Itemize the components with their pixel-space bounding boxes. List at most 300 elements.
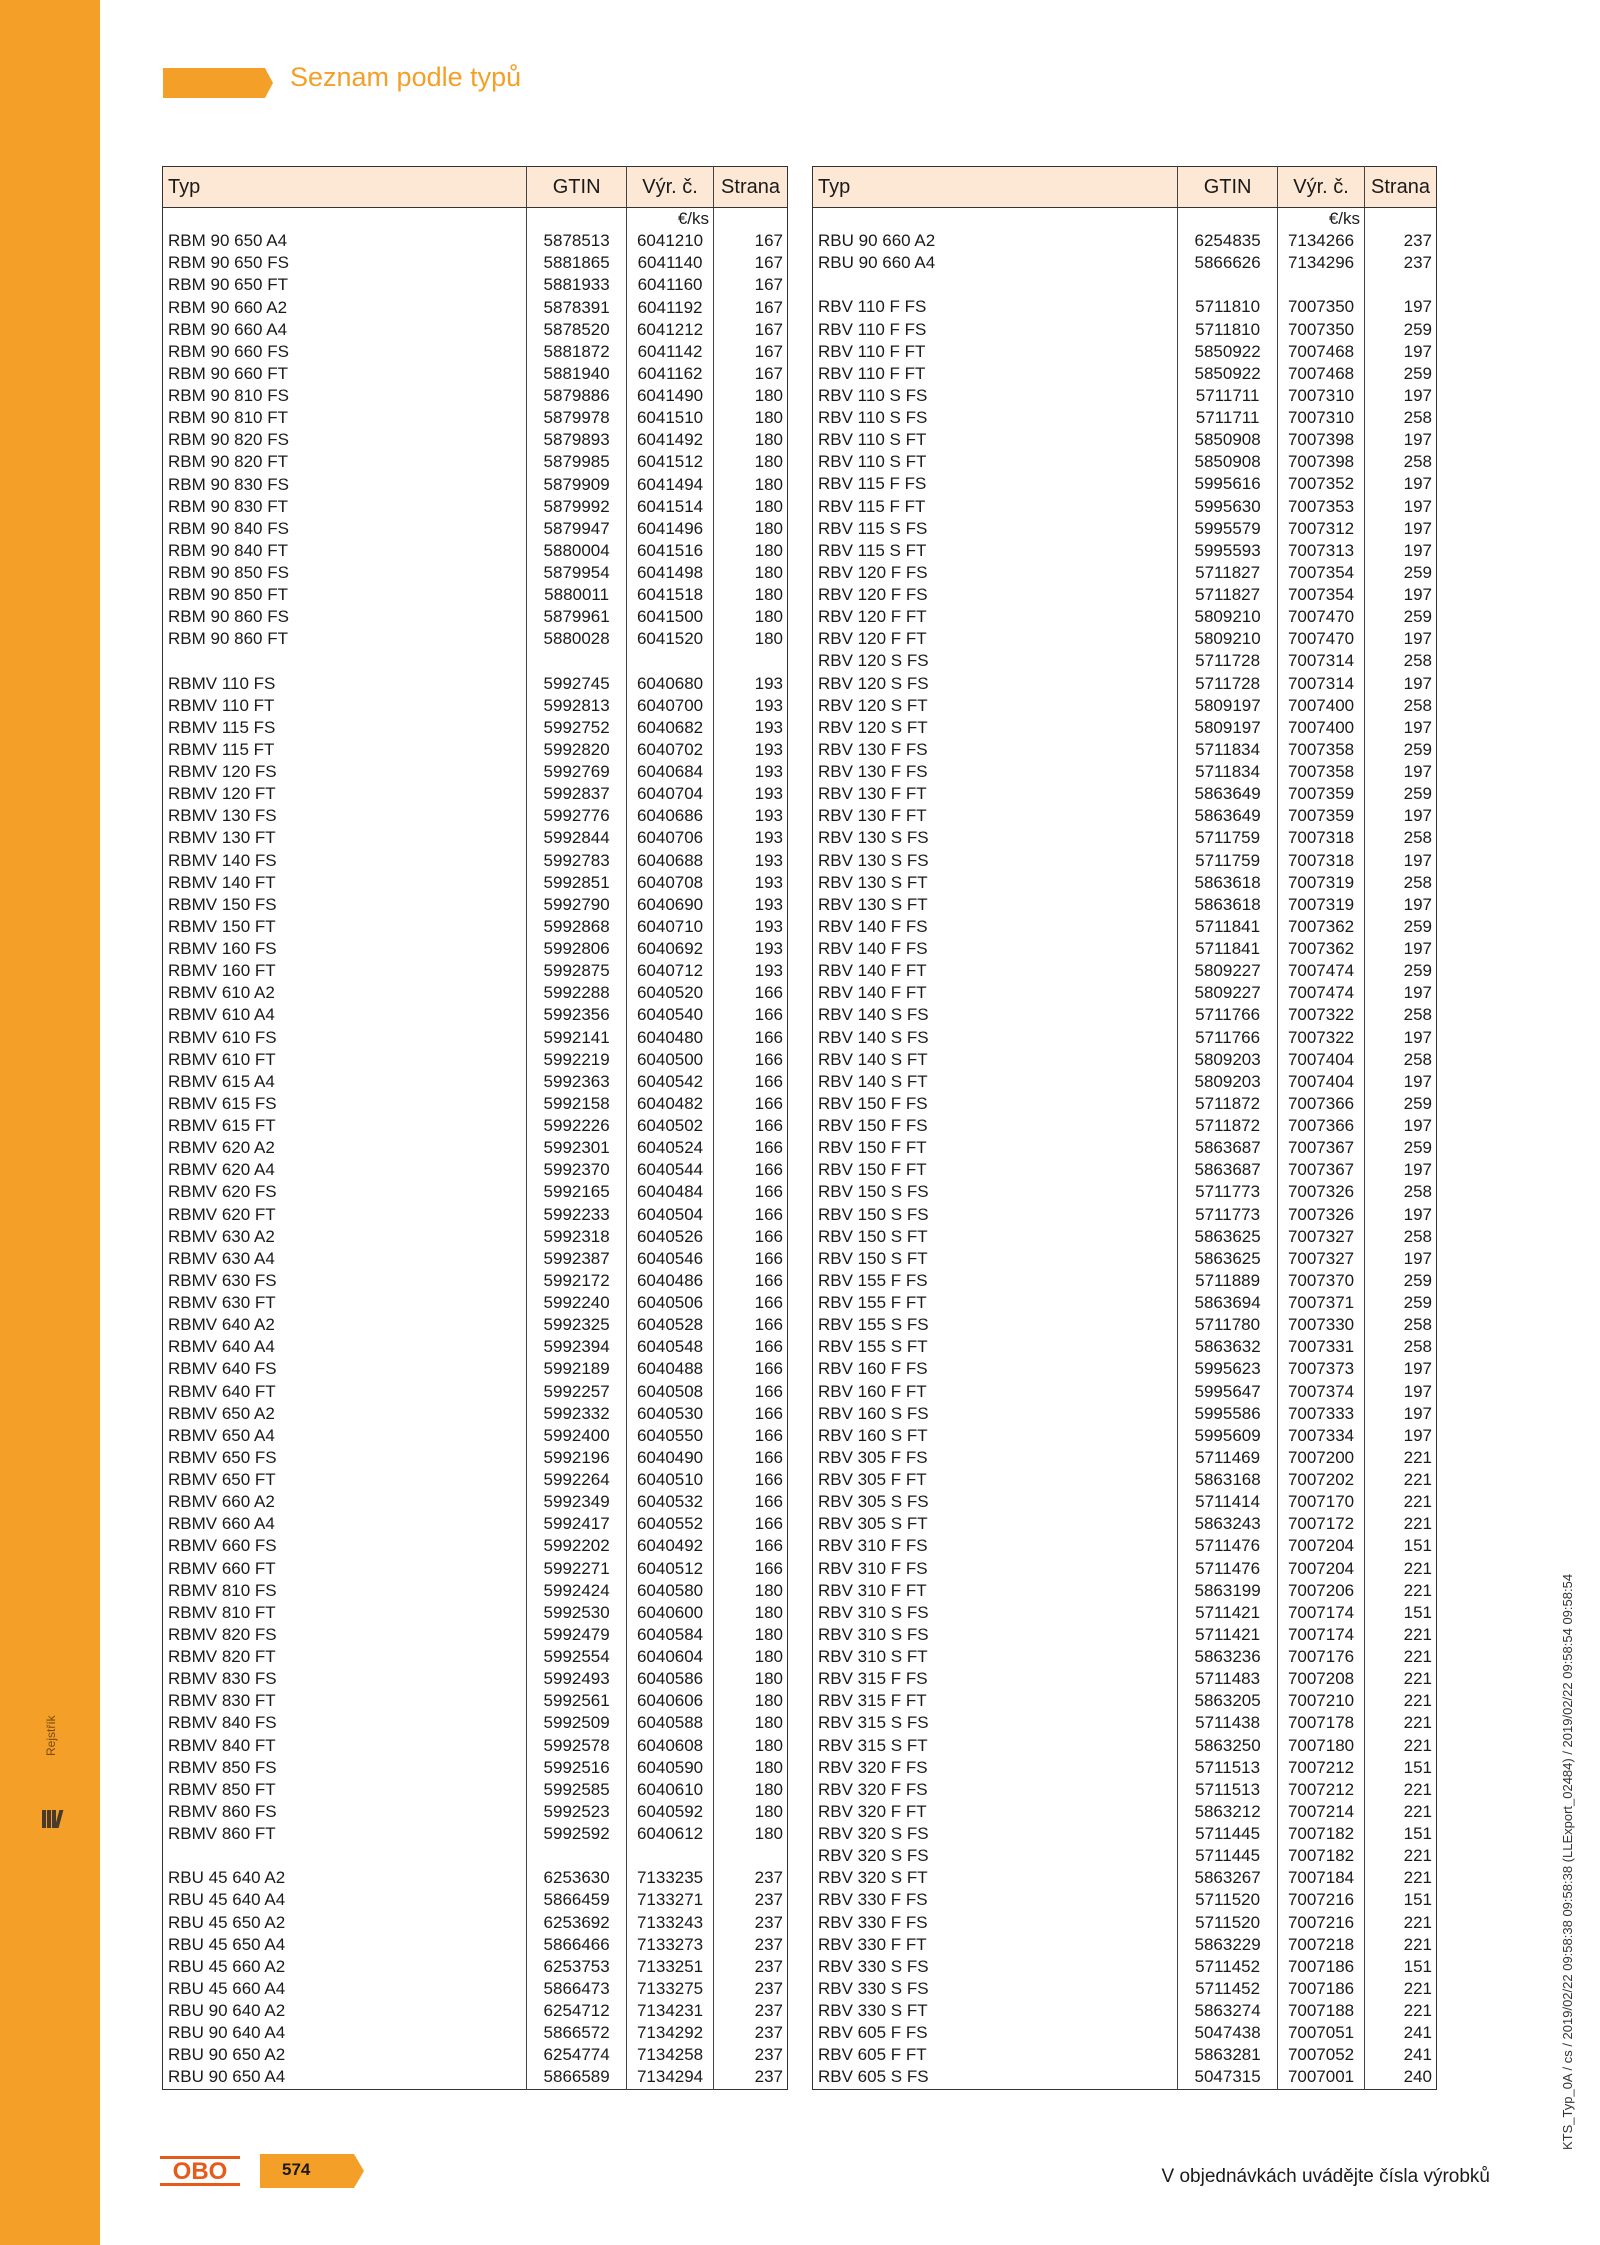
cell-vyr: 7007214 (1278, 1801, 1365, 1823)
cell-vyr: 6041162 (627, 363, 714, 385)
table-row (163, 1226, 788, 1248)
cell-gtin: 5711872 (1178, 1093, 1278, 1115)
cell-typ: RBMV 840 FS (168, 1713, 277, 1733)
cell-vyr: 7007470 (1278, 628, 1365, 650)
cell-vyr: 7007184 (1278, 1867, 1365, 1889)
table-row (813, 1358, 1437, 1380)
cell-strana (714, 651, 788, 673)
cell-vyr: 6041142 (627, 341, 714, 363)
cell-strana: 259 (1365, 319, 1437, 341)
table-row (163, 1757, 788, 1779)
table-row (163, 407, 788, 429)
cell-strana: 166 (714, 1447, 788, 1469)
cell-strana: 166 (714, 1336, 788, 1358)
cell-strana: 259 (1365, 916, 1437, 938)
cell-typ: RBV 315 S FT (818, 1735, 928, 1755)
table-row (163, 1204, 788, 1226)
cell-gtin: 5879985 (527, 451, 627, 473)
cell-typ: RBV 110 F FT (818, 363, 926, 383)
cell-strana: 221 (1365, 1513, 1437, 1535)
cell-typ: RBV 150 F FS (818, 1116, 928, 1136)
cell-typ: RBMV 630 A4 (168, 1248, 275, 1268)
cell-gtin: 5711513 (1178, 1779, 1278, 1801)
table-row (163, 274, 788, 296)
table-row (813, 1602, 1437, 1624)
cell-strana: 197 (1365, 850, 1437, 872)
cell-vyr: 7007327 (1278, 1248, 1365, 1270)
table-row (813, 1580, 1437, 1602)
cell-vyr: 6041514 (627, 496, 714, 518)
cell-typ: RBV 320 S FT (818, 1868, 928, 1888)
cell-vyr: 6040692 (627, 938, 714, 960)
col-header-typ: Typ (163, 167, 527, 208)
cell-gtin: 5863236 (1178, 1646, 1278, 1668)
table-row (813, 916, 1437, 938)
cell-gtin: 5711766 (1178, 1004, 1278, 1026)
cell-vyr: 7007352 (1278, 473, 1365, 495)
cell-strana: 237 (714, 1934, 788, 1956)
cell-typ: RBV 115 S FS (818, 518, 928, 538)
cell-gtin: 5992394 (527, 1336, 627, 1358)
cell-vyr: 7007176 (1278, 1646, 1365, 1668)
cell-vyr: 7007470 (1278, 606, 1365, 628)
cell-strana: 180 (714, 1668, 788, 1690)
side-bar (0, 0, 100, 2245)
table-row (163, 1358, 788, 1380)
cell-vyr: 7007474 (1278, 982, 1365, 1004)
cell-typ: RBV 315 S FS (818, 1713, 929, 1733)
cell-typ: RBV 115 F FT (818, 496, 926, 516)
cell-typ: RBMV 620 FS (168, 1182, 277, 1202)
cell-vyr: 7007186 (1278, 1956, 1365, 1978)
table-row (813, 1690, 1437, 1712)
table-row (163, 2044, 788, 2066)
cell-strana: 166 (714, 1491, 788, 1513)
cell-gtin: 5047438 (1178, 2022, 1278, 2044)
cell-typ: RBV 140 S FT (818, 1071, 928, 1091)
table-row (163, 1978, 788, 2000)
cell-vyr: 7134258 (627, 2044, 714, 2066)
cell-gtin: 5866589 (527, 2066, 627, 2089)
cell-vyr: 6040608 (627, 1735, 714, 1757)
cell-vyr: 6040542 (627, 1071, 714, 1093)
cell-strana: 221 (1365, 1668, 1437, 1690)
cell-gtin: 5863625 (1178, 1226, 1278, 1248)
cell-gtin: 5995609 (1178, 1425, 1278, 1447)
cell-vyr: 6040510 (627, 1469, 714, 1491)
cell-strana: 197 (1365, 584, 1437, 606)
cell-gtin: 5711889 (1178, 1270, 1278, 1292)
cell-typ: RBMV 115 FS (168, 717, 276, 737)
cell-strana: 167 (714, 274, 788, 296)
cell-gtin: 5809227 (1178, 982, 1278, 1004)
cell-gtin: 5809227 (1178, 960, 1278, 982)
cell-strana: 166 (714, 1004, 788, 1026)
cell-vyr: 7007371 (1278, 1292, 1365, 1314)
table-row (163, 252, 788, 274)
cell-typ: RBM 90 840 FT (168, 540, 288, 560)
table-row (813, 1823, 1437, 1845)
cell-vyr: 7007174 (1278, 1602, 1365, 1624)
cell-typ: RBV 130 S FS (818, 828, 929, 848)
cell-typ: RBM 90 860 FS (168, 607, 289, 627)
cell-strana: 237 (714, 2044, 788, 2066)
cell-typ: RBMV 160 FS (168, 939, 277, 959)
page-title: Seznam podle typů (290, 62, 522, 92)
table-row (813, 717, 1437, 739)
table-row (813, 584, 1437, 606)
cell-strana: 151 (1365, 1535, 1437, 1557)
cell-strana: 221 (1365, 1447, 1437, 1469)
cell-gtin: 5992196 (527, 1447, 627, 1469)
cell-strana: 197 (1365, 1358, 1437, 1380)
cell-strana: 237 (714, 2022, 788, 2044)
table-row (163, 606, 788, 628)
cell-gtin: 5809210 (1178, 628, 1278, 650)
cell-strana: 193 (714, 805, 788, 827)
table-body (813, 208, 1437, 2090)
cell-gtin: 5711773 (1178, 1181, 1278, 1203)
col-header-typ: Typ (813, 167, 1178, 208)
cell-vyr: 7007178 (1278, 1712, 1365, 1734)
cell-vyr: 7007359 (1278, 805, 1365, 827)
cell-typ: RBV 150 S FT (818, 1226, 928, 1246)
cell-typ: RBV 130 F FT (818, 784, 927, 804)
cell-strana: 237 (714, 1912, 788, 1934)
table-row (813, 1978, 1437, 2000)
cell-gtin: 5879954 (527, 562, 627, 584)
cell-strana: 258 (1365, 451, 1437, 473)
cell-typ: RBV 320 F FS (818, 1779, 928, 1799)
cell-typ: RBMV 820 FS (168, 1624, 277, 1644)
table-row (163, 1668, 788, 1690)
cell-vyr: 7007367 (1278, 1159, 1365, 1181)
cell-typ: RBV 120 F FS (818, 585, 928, 605)
cell-gtin (527, 651, 627, 673)
cell-strana: 180 (714, 1690, 788, 1712)
cell-gtin: 5863694 (1178, 1292, 1278, 1314)
cell-gtin: 5992769 (527, 761, 627, 783)
cell-gtin: 5878391 (527, 297, 627, 319)
cell-strana: 221 (1365, 1779, 1437, 1801)
table-row (813, 473, 1437, 495)
cell-gtin: 5995630 (1178, 496, 1278, 518)
unit-label: €/ks (1278, 208, 1365, 231)
cell-typ: RBMV 630 FT (168, 1293, 276, 1313)
table-row (813, 252, 1437, 274)
table-row (163, 1624, 788, 1646)
cell-strana: 221 (1365, 1646, 1437, 1668)
cell-vyr: 6040592 (627, 1801, 714, 1823)
cell-vyr: 7007218 (1278, 1934, 1365, 1956)
cell-typ: RBV 140 F FT (818, 983, 927, 1003)
cell-vyr: 7007350 (1278, 296, 1365, 318)
cell-gtin: 5992479 (527, 1624, 627, 1646)
cell-vyr: 7007051 (1278, 2022, 1365, 2044)
cell-strana: 197 (1365, 673, 1437, 695)
table-row (163, 1027, 788, 1049)
cell-gtin: 5850908 (1178, 451, 1278, 473)
table-row (163, 1956, 788, 1978)
cell-typ: RBV 605 S FS (818, 2067, 929, 2087)
cell-typ: RBMV 830 FS (168, 1669, 277, 1689)
cell-typ: RBU 45 650 A2 (168, 1912, 286, 1932)
table-row (163, 1248, 788, 1270)
cell-typ: RBV 150 S FT (818, 1248, 928, 1268)
cell-gtin: 5992363 (527, 1071, 627, 1093)
cell-strana: 180 (714, 496, 788, 518)
table-row (163, 1735, 788, 1757)
cell-gtin: 5711827 (1178, 562, 1278, 584)
cell-vyr: 6041492 (627, 429, 714, 451)
cell-strana: 151 (1365, 1889, 1437, 1911)
cell-typ: RBMV 660 A2 (168, 1492, 275, 1512)
cell-typ: RBMV 640 A4 (168, 1337, 275, 1357)
table-row (163, 1004, 788, 1026)
cell-gtin: 5992851 (527, 872, 627, 894)
table-row (813, 783, 1437, 805)
cell-strana: 180 (714, 1801, 788, 1823)
cell-gtin: 5711520 (1178, 1889, 1278, 1911)
cell-vyr: 7007172 (1278, 1513, 1365, 1535)
cell-gtin: 5992202 (527, 1535, 627, 1557)
cell-typ: RBV 605 F FS (818, 2023, 928, 2043)
cell-typ: RBV 140 F FT (818, 961, 927, 981)
cell-strana: 221 (1365, 1580, 1437, 1602)
cell-gtin: 5711421 (1178, 1602, 1278, 1624)
page-number: 574 (282, 2160, 311, 2179)
table-row (813, 296, 1437, 318)
cell-typ: RBV 110 S FT (818, 430, 927, 450)
cell-vyr: 6041520 (627, 628, 714, 650)
cell-gtin: 5992813 (527, 695, 627, 717)
cell-strana: 166 (714, 1535, 788, 1557)
cell-vyr: 7007404 (1278, 1049, 1365, 1071)
cell-strana: 166 (714, 1403, 788, 1425)
table-row (163, 628, 788, 650)
cell-vyr: 7134292 (627, 2022, 714, 2044)
table-row (813, 1336, 1437, 1358)
cell-gtin: 5992530 (527, 1602, 627, 1624)
cell-strana: 241 (1365, 2022, 1437, 2044)
cell-strana: 259 (1365, 363, 1437, 385)
cell-typ: RBU 45 660 A2 (168, 1956, 286, 1976)
cell-vyr: 6041490 (627, 385, 714, 407)
col-header-vyr: Výr. č. (627, 167, 714, 208)
table-row (813, 1934, 1437, 1956)
table-row (163, 2000, 788, 2022)
cell-vyr: 7007318 (1278, 827, 1365, 849)
cell-strana (1365, 274, 1437, 296)
cell-gtin: 5992820 (527, 739, 627, 761)
cell-strana: 197 (1365, 982, 1437, 1004)
cell-gtin: 5992264 (527, 1469, 627, 1491)
cell-typ: RBM 90 860 FT (168, 629, 288, 649)
cell-vyr: 6041140 (627, 252, 714, 274)
cell-strana: 193 (714, 894, 788, 916)
cell-typ: RBV 120 F FS (818, 562, 928, 582)
cell-strana: 258 (1365, 650, 1437, 672)
table-row (813, 1447, 1437, 1469)
cell-strana: 166 (714, 1115, 788, 1137)
cell-gtin: 6254835 (1178, 230, 1278, 252)
side-index-label: Rejstřík (44, 1715, 58, 1756)
cell-gtin: 5711810 (1178, 296, 1278, 318)
cell-typ: RBMV 610 A4 (168, 1005, 275, 1025)
cell-strana: 180 (714, 1580, 788, 1602)
cell-strana: 193 (714, 916, 788, 938)
cell-vyr: 6041516 (627, 540, 714, 562)
cell-typ: RBMV 810 FT (168, 1602, 276, 1622)
cell-typ: RBV 310 S FS (818, 1624, 929, 1644)
cell-typ: RBMV 150 FT (168, 916, 276, 936)
cell-strana: 166 (714, 1513, 788, 1535)
cell-typ: RBU 90 640 A4 (168, 2023, 286, 2043)
table-row (813, 850, 1437, 872)
cell-gtin: 5711445 (1178, 1845, 1278, 1867)
cell-vyr: 6041496 (627, 518, 714, 540)
cell-strana: 193 (714, 717, 788, 739)
cell-strana: 240 (1365, 2066, 1437, 2089)
cell-strana: 237 (714, 1956, 788, 1978)
cell-typ: RBMV 615 FT (168, 1116, 276, 1136)
table-body (163, 208, 788, 2090)
table-row (163, 518, 788, 540)
cell-gtin: 5880028 (527, 628, 627, 650)
cell-typ: RBV 160 S FT (818, 1425, 928, 1445)
cell-vyr: 7133243 (627, 1912, 714, 1934)
table-row (163, 1469, 788, 1491)
cell-vyr: 6040508 (627, 1381, 714, 1403)
table-row (813, 628, 1437, 650)
cell-vyr: 6040500 (627, 1049, 714, 1071)
table-row (813, 1270, 1437, 1292)
cell-vyr: 7007182 (1278, 1823, 1365, 1845)
index-books-icon (42, 1810, 64, 1828)
cell-gtin: 5809210 (1178, 606, 1278, 628)
table-row (163, 739, 788, 761)
cell-gtin: 5880011 (527, 584, 627, 606)
cell-typ: RBMV 660 A4 (168, 1514, 275, 1534)
table-row (163, 1801, 788, 1823)
cell-vyr: 6041510 (627, 407, 714, 429)
cell-gtin: 5992523 (527, 1801, 627, 1823)
table-row (813, 1867, 1437, 1889)
table-row (163, 673, 788, 695)
cell-strana: 167 (714, 252, 788, 274)
cell-strana: 180 (714, 518, 788, 540)
cell-typ: RBV 110 F FS (818, 319, 927, 339)
table-row (163, 540, 788, 562)
table-row (163, 1270, 788, 1292)
cell-strana: 166 (714, 1027, 788, 1049)
cell-typ: RBV 310 S FS (818, 1602, 929, 1622)
table-row (813, 451, 1437, 473)
cell-gtin: 5881940 (527, 363, 627, 385)
cell-gtin: 5711810 (1178, 319, 1278, 341)
type-table-left (162, 166, 788, 2090)
cell-typ: RBM 90 820 FT (168, 452, 288, 472)
cell-vyr: 7133271 (627, 1889, 714, 1911)
cell-typ: RBV 120 F FT (818, 607, 927, 627)
cell-typ (813, 274, 1178, 296)
table-row (163, 651, 788, 673)
cell-vyr: 6040684 (627, 761, 714, 783)
cell-vyr: 7007180 (1278, 1735, 1365, 1757)
cell-typ: RBMV 110 FS (168, 673, 276, 693)
cell-typ: RBMV 615 A4 (168, 1071, 275, 1091)
cell-strana: 166 (714, 1425, 788, 1447)
cell-vyr: 6040690 (627, 894, 714, 916)
table-row (163, 1425, 788, 1447)
cell-vyr: 6040700 (627, 695, 714, 717)
cell-gtin: 5711438 (1178, 1712, 1278, 1734)
cell-vyr: 6041498 (627, 562, 714, 584)
cell-vyr: 7134231 (627, 2000, 714, 2022)
table-row (813, 1469, 1437, 1491)
table-row (813, 1912, 1437, 1934)
cell-typ: RBM 90 650 A4 (168, 231, 288, 251)
cell-typ: RBV 120 F FT (818, 629, 927, 649)
cell-typ: RBU 90 640 A2 (168, 2001, 286, 2021)
table-row (163, 319, 788, 341)
table-row (813, 761, 1437, 783)
table-row (813, 1956, 1437, 1978)
cell-vyr: 7007202 (1278, 1469, 1365, 1491)
cell-gtin: 5879992 (527, 496, 627, 518)
cell-strana: 221 (1365, 1491, 1437, 1513)
cell-strana: 197 (1365, 938, 1437, 960)
cell-typ: RBU 45 640 A4 (168, 1890, 286, 1910)
cell-gtin: 5711445 (1178, 1823, 1278, 1845)
unit-row (813, 208, 1437, 231)
cell-gtin: 5992226 (527, 1115, 627, 1137)
table-row (813, 739, 1437, 761)
table-row (163, 1115, 788, 1137)
cell-gtin: 5992561 (527, 1690, 627, 1712)
cell-vyr: 6041160 (627, 274, 714, 296)
cell-gtin: 5879886 (527, 385, 627, 407)
cell-gtin (527, 1845, 627, 1867)
table-row (163, 1071, 788, 1093)
cell-strana: 193 (714, 761, 788, 783)
unit-row (163, 208, 788, 231)
cell-strana: 180 (714, 1735, 788, 1757)
cell-gtin: 5809197 (1178, 695, 1278, 717)
cell-typ: RBV 155 F FS (818, 1270, 928, 1290)
cell-gtin: 5711513 (1178, 1757, 1278, 1779)
cell-vyr: 6040488 (627, 1358, 714, 1380)
cell-strana: 258 (1365, 872, 1437, 894)
table-header-row (163, 167, 788, 208)
cell-gtin: 5992745 (527, 673, 627, 695)
table-row (163, 1845, 788, 1867)
cell-typ: RBV 310 S FT (818, 1647, 928, 1667)
cell-typ: RBM 90 660 FT (168, 363, 288, 383)
table-row (813, 1889, 1437, 1911)
cell-vyr: 7007052 (1278, 2044, 1365, 2066)
cell-typ: RBMV 150 FS (168, 894, 277, 914)
cell-typ: RBV 305 F FT (818, 1470, 927, 1490)
cell-gtin: 5711728 (1178, 673, 1278, 695)
cell-vyr: 6040490 (627, 1447, 714, 1469)
cell-strana: 193 (714, 673, 788, 695)
cell-strana: 180 (714, 606, 788, 628)
table-row (813, 1181, 1437, 1203)
cell-gtin: 5992783 (527, 850, 627, 872)
cell-typ: RBMV 850 FT (168, 1779, 276, 1799)
cell-strana: 180 (714, 1712, 788, 1734)
